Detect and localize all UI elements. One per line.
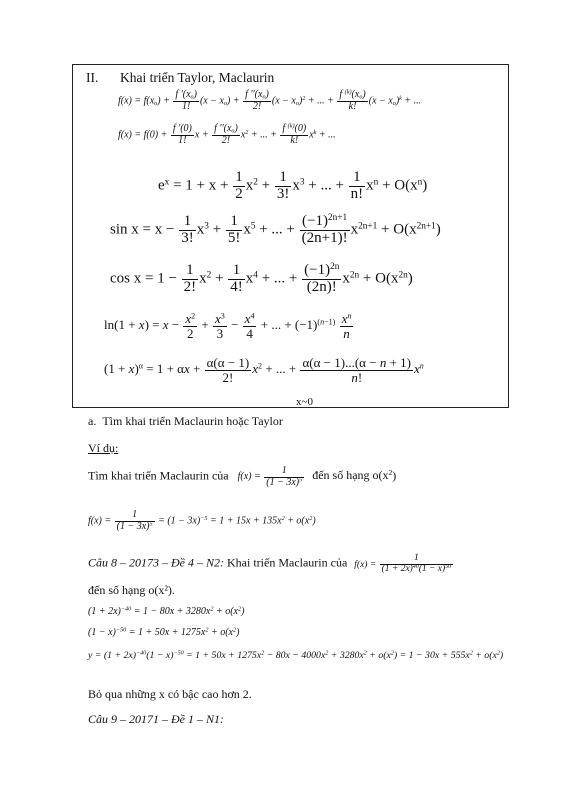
ln-expansion: ln(1 + x) = x − $\frac{x^2}{2}$ + $\frac{x^3}{3}$ − $\frac{x^4}{4}$ + ... + $(-1)^{(n-1)}$ $\frac{x^n}{n}$ — [104, 311, 352, 341]
sin-expansion: sin x = x − $\frac{1}{3!}$ $x^3$ + $\frac{1}{5!}$ $x^5$ + ... + $\frac{(-1)^{2n+1}}{(2n+1)!}$ $x^{2n+1} + O(x^{2n+1})$ — [110, 212, 441, 246]
maclaurin-formula: f(x) = f(0) + $\frac{f '(0)}{1!}$ x + $\frac{f ''(x_o)}{2!}$ $x^2$ + ... + $\frac{f ^{(k)}(0)}{k!}$ $x^k$ + ... — [118, 122, 336, 146]
cau8-line2: đến số hạng o(x²). — [88, 583, 175, 597]
example-text-before: Tìm khai triển Maclaurin của — [88, 468, 229, 483]
taylor-formula: $f(x) = f(x_o)$ + $\frac{f '(x_o)}{1!}$ $(x - x_o)$ + $\frac{f ''(x_o)}{2!}$ $(x - x_o)^2$ + ... + $\frac{f ^{(k)}(x_o)}{k!}$ $(x - x_o)^k$ + ... — [118, 88, 422, 112]
cau9-label: Câu 9 – 20171 – Đề 1 – N1: — [88, 712, 224, 726]
example-solution: f(x) = $\frac{1}{(1 - 3x)^5}$ = $(1 - 3x)^{-5} = 1 + 15x + 135x^2 + o(x^2)$ — [88, 509, 316, 532]
cau8-text: Khai triển Maclaurin của — [227, 555, 348, 570]
section-heading — [86, 70, 274, 86]
example-text-after: đến số hạng o(x — [312, 468, 389, 483]
cau8-line: Câu 8 – 20173 – Đề 4 – N2: Khai triển Maclaurin của f(x) = $\frac{1}{(1 + 2x)^{40}(1 - x)^{50}}$ — [88, 553, 452, 574]
cau8-label: Câu 8 – 20173 – Đề 4 – N2: — [88, 555, 224, 570]
exp-expansion: $e^x = 1 + x$ + $\frac{1}{2}$ $x^2$ + $\frac{1}{3!}$ $x^3$ + ... + $\frac{1}{n!}$ $x^n + O(x^n)$ — [158, 169, 428, 202]
note-text: Bỏ qua những x có bậc cao hơn 2. — [88, 687, 252, 701]
box-note: x~0 — [296, 396, 313, 408]
example-label: Ví dụ: — [88, 441, 119, 455]
cos-expansion: cos x = 1 − $\frac{1}{2!}$ $x^2$ + $\frac{1}{4!}$ $x^4$ + ... + $\frac{(-1)^{2n}}{(2n)!}$ $x^{2n} + O(x^{2n})$ — [110, 261, 413, 295]
section-number: II. — [86, 70, 99, 85]
cau8-step3: $y = (1 + 2x)^{-40}(1 - x)^{-50} = 1 + 50x + 1275x^2 - 80x - 4000x^2 + 3280x^2 + o(x^2) = 1 - 30x + 555x^2 + o(x^2)$ — [88, 650, 504, 661]
example-text-after-end: ) — [392, 468, 397, 483]
subsection-a: a. Tìm khai triển Maclaurin hoặc Taylor — [88, 414, 283, 428]
binomial-expansion: $(1 + x)^\alpha = 1 + \alpha x$ + $\frac{\alpha(\alpha - 1)}{2!}$ $x^2$ + ... + $\frac{\alpha(\alpha - 1)...(\alpha - n + 1)}{n!}$ $x^n$ — [104, 355, 424, 385]
example-text: Tìm khai triển Maclaurin của f(x) = $\frac{1}{(1 - 3x)^5}$ đến số hạng $o(x^2)$ — [88, 465, 397, 488]
cau8-step2: $(1 - x)^{-50} = 1 + 50x + 1275x^2 + o(x^2)$ — [88, 626, 240, 638]
section-title: Khai triển Taylor, Maclaurin — [120, 70, 275, 85]
example-text-after-sup: 2 — [388, 468, 393, 478]
cau8-step1: $(1 + 2x)^{-40} = 1 - 80x + 3280x^2 + o(x^2)$ — [88, 605, 245, 617]
